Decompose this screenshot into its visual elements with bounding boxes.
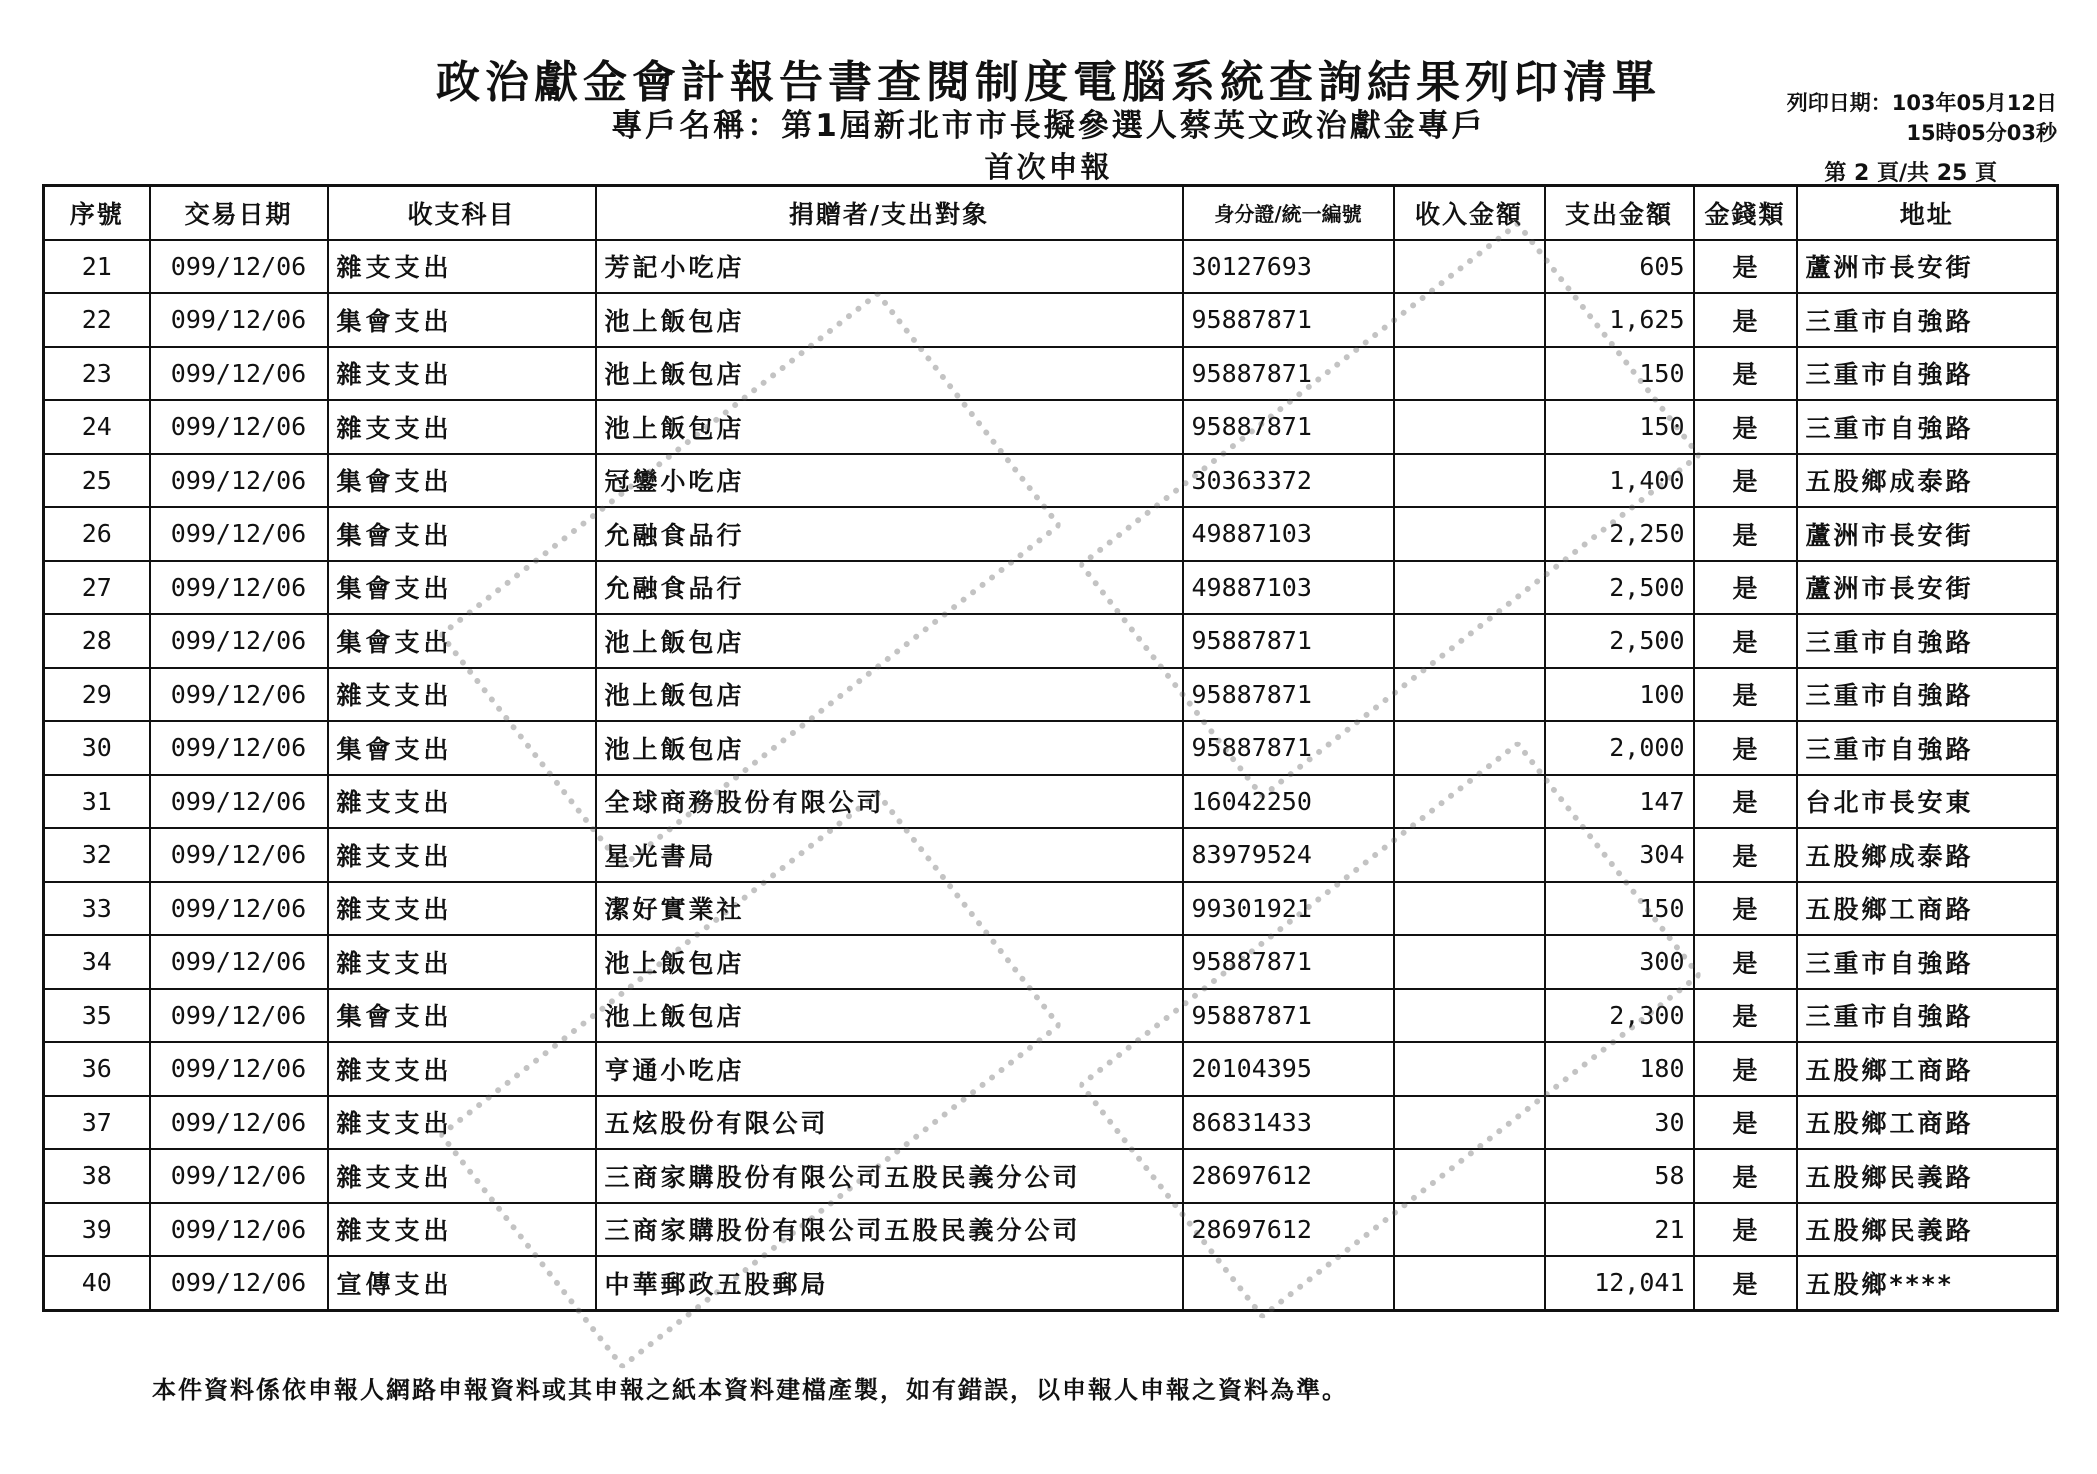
row-category: 集會支出 bbox=[328, 721, 596, 775]
row-category: 雜支支出 bbox=[328, 1203, 596, 1257]
table-row bbox=[44, 882, 2058, 936]
table-row bbox=[44, 1042, 2058, 1096]
row-expense: 2,000 bbox=[1545, 721, 1694, 775]
row-date: 099/12/06 bbox=[150, 561, 328, 615]
row-cash: 是 bbox=[1694, 989, 1797, 1043]
row-date: 099/12/06 bbox=[150, 293, 328, 347]
row-expense: 2,500 bbox=[1545, 614, 1694, 668]
row-id: 49887103 bbox=[1183, 561, 1394, 615]
table-row bbox=[44, 561, 2058, 615]
row-party: 亨通小吃店 bbox=[596, 1042, 1183, 1096]
row-address: 五股鄉工商路 bbox=[1797, 1096, 2058, 1150]
row-party: 池上飯包店 bbox=[596, 614, 1183, 668]
row-category: 雜支支出 bbox=[328, 347, 596, 401]
row-id: 30127693 bbox=[1183, 240, 1394, 294]
table-row bbox=[44, 1096, 2058, 1150]
row-income bbox=[1394, 935, 1545, 989]
disclaimer-note: 本件資料係依申報人網路申報資料或其申報之紙本資料建檔產製，如有錯誤，以申報人申報之資料為準。 bbox=[152, 1376, 1348, 1404]
row-address: 三重市自強路 bbox=[1797, 989, 2058, 1043]
row-party: 池上飯包店 bbox=[596, 989, 1183, 1043]
row-category: 集會支出 bbox=[328, 293, 596, 347]
table-row bbox=[44, 240, 2058, 294]
row-category: 集會支出 bbox=[328, 507, 596, 561]
row-address: 台北市長安東 bbox=[1797, 775, 2058, 829]
row-income bbox=[1394, 454, 1545, 508]
row-seq: 23 bbox=[44, 347, 150, 401]
column-header: 收入金額 bbox=[1394, 186, 1545, 240]
row-date: 099/12/06 bbox=[150, 935, 328, 989]
row-date: 099/12/06 bbox=[150, 828, 328, 882]
row-party: 五炫股份有限公司 bbox=[596, 1096, 1183, 1150]
table-row bbox=[44, 293, 2058, 347]
row-address: 三重市自強路 bbox=[1797, 400, 2058, 454]
row-income bbox=[1394, 882, 1545, 936]
row-cash: 是 bbox=[1694, 721, 1797, 775]
row-cash: 是 bbox=[1694, 614, 1797, 668]
row-id: 83979524 bbox=[1183, 828, 1394, 882]
row-cash: 是 bbox=[1694, 1256, 1797, 1310]
row-id: 95887871 bbox=[1183, 347, 1394, 401]
row-cash: 是 bbox=[1694, 561, 1797, 615]
row-expense: 304 bbox=[1545, 828, 1694, 882]
table-row bbox=[44, 507, 2058, 561]
row-seq: 22 bbox=[44, 293, 150, 347]
row-address: 三重市自強路 bbox=[1797, 614, 2058, 668]
row-address: 五股鄉成泰路 bbox=[1797, 828, 2058, 882]
row-party: 池上飯包店 bbox=[596, 400, 1183, 454]
row-party: 芳記小吃店 bbox=[596, 240, 1183, 294]
row-income bbox=[1394, 721, 1545, 775]
row-date: 099/12/06 bbox=[150, 1149, 328, 1203]
row-expense: 58 bbox=[1545, 1149, 1694, 1203]
table-row bbox=[44, 721, 2058, 775]
table-row bbox=[44, 828, 2058, 882]
row-category: 雜支支出 bbox=[328, 1096, 596, 1150]
table-row bbox=[44, 989, 2058, 1043]
row-expense: 1,625 bbox=[1545, 293, 1694, 347]
row-cash: 是 bbox=[1694, 882, 1797, 936]
row-income bbox=[1394, 400, 1545, 454]
row-seq: 28 bbox=[44, 614, 150, 668]
row-id: 95887871 bbox=[1183, 293, 1394, 347]
row-id: 28697612 bbox=[1183, 1149, 1394, 1203]
row-category: 雜支支出 bbox=[328, 240, 596, 294]
row-seq: 39 bbox=[44, 1203, 150, 1257]
row-id: 95887871 bbox=[1183, 721, 1394, 775]
row-id: 95887871 bbox=[1183, 989, 1394, 1043]
row-id: 49887103 bbox=[1183, 507, 1394, 561]
row-party: 三商家購股份有限公司五股民義分公司 bbox=[596, 1203, 1183, 1257]
row-id: 95887871 bbox=[1183, 668, 1394, 722]
row-address: 五股鄉民義路 bbox=[1797, 1203, 2058, 1257]
print-date-line: 列印日期：103年05月12日 bbox=[1786, 91, 2057, 115]
row-seq: 34 bbox=[44, 935, 150, 989]
row-category: 雜支支出 bbox=[328, 828, 596, 882]
table-row bbox=[44, 1256, 2058, 1310]
row-date: 099/12/06 bbox=[150, 1203, 328, 1257]
row-category: 集會支出 bbox=[328, 454, 596, 508]
row-id: 20104395 bbox=[1183, 1042, 1394, 1096]
row-address: 三重市自強路 bbox=[1797, 347, 2058, 401]
row-cash: 是 bbox=[1694, 507, 1797, 561]
column-header: 收支科目 bbox=[328, 186, 596, 240]
ledger-body bbox=[44, 240, 2058, 1311]
row-category: 雜支支出 bbox=[328, 1042, 596, 1096]
row-income bbox=[1394, 561, 1545, 615]
row-category: 雜支支出 bbox=[328, 1149, 596, 1203]
row-seq: 40 bbox=[44, 1256, 150, 1310]
row-income bbox=[1394, 668, 1545, 722]
row-expense: 30 bbox=[1545, 1096, 1694, 1150]
row-address: 三重市自強路 bbox=[1797, 721, 2058, 775]
row-address: 三重市自強路 bbox=[1797, 668, 2058, 722]
row-seq: 25 bbox=[44, 454, 150, 508]
table-row bbox=[44, 614, 2058, 668]
row-party: 池上飯包店 bbox=[596, 293, 1183, 347]
row-category: 集會支出 bbox=[328, 614, 596, 668]
row-party: 允融食品行 bbox=[596, 507, 1183, 561]
row-income bbox=[1394, 507, 1545, 561]
row-id: 28697612 bbox=[1183, 1203, 1394, 1257]
row-date: 099/12/06 bbox=[150, 1096, 328, 1150]
row-id: 30363372 bbox=[1183, 454, 1394, 508]
table-row bbox=[44, 1203, 2058, 1257]
row-cash: 是 bbox=[1694, 668, 1797, 722]
row-income bbox=[1394, 240, 1545, 294]
row-expense: 605 bbox=[1545, 240, 1694, 294]
row-date: 099/12/06 bbox=[150, 882, 328, 936]
row-cash: 是 bbox=[1694, 775, 1797, 829]
row-address: 蘆洲市長安街 bbox=[1797, 507, 2058, 561]
row-date: 099/12/06 bbox=[150, 1042, 328, 1096]
column-header: 交易日期 bbox=[150, 186, 328, 240]
row-expense: 1,400 bbox=[1545, 454, 1694, 508]
row-seq: 36 bbox=[44, 1042, 150, 1096]
account-name: 專戶名稱：第1屆新北市市長擬參選人蔡英文政治獻金專戶 bbox=[611, 108, 1486, 144]
column-header: 支出金額 bbox=[1545, 186, 1694, 240]
row-category: 集會支出 bbox=[328, 561, 596, 615]
row-seq: 27 bbox=[44, 561, 150, 615]
row-address: 蘆洲市長安街 bbox=[1797, 561, 2058, 615]
row-expense: 150 bbox=[1545, 347, 1694, 401]
row-party: 中華郵政五股郵局 bbox=[596, 1256, 1183, 1310]
row-income bbox=[1394, 1256, 1545, 1310]
row-category: 集會支出 bbox=[328, 989, 596, 1043]
column-header: 金錢類 bbox=[1694, 186, 1797, 240]
row-income bbox=[1394, 828, 1545, 882]
row-income bbox=[1394, 1042, 1545, 1096]
row-expense: 21 bbox=[1545, 1203, 1694, 1257]
row-seq: 26 bbox=[44, 507, 150, 561]
row-category: 雜支支出 bbox=[328, 668, 596, 722]
row-seq: 35 bbox=[44, 989, 150, 1043]
table-row bbox=[44, 935, 2058, 989]
print-time-line: 15時05分03秒 bbox=[1906, 121, 2057, 145]
table-row bbox=[44, 454, 2058, 508]
row-category: 雜支支出 bbox=[328, 882, 596, 936]
row-expense: 2,300 bbox=[1545, 989, 1694, 1043]
row-expense: 100 bbox=[1545, 668, 1694, 722]
row-seq: 30 bbox=[44, 721, 150, 775]
print-date bbox=[1787, 88, 2057, 148]
row-seq: 38 bbox=[44, 1149, 150, 1203]
report-title: 政治獻金會計報告書查閱制度電腦系統查詢結果列印清單 bbox=[436, 57, 1661, 108]
row-address: 五股鄉**** bbox=[1797, 1256, 2058, 1310]
row-seq: 37 bbox=[44, 1096, 150, 1150]
row-date: 099/12/06 bbox=[150, 240, 328, 294]
row-income bbox=[1394, 1203, 1545, 1257]
row-id: 16042250 bbox=[1183, 775, 1394, 829]
row-cash: 是 bbox=[1694, 1203, 1797, 1257]
ledger-table bbox=[42, 184, 2059, 1312]
row-expense: 300 bbox=[1545, 935, 1694, 989]
row-party: 池上飯包店 bbox=[596, 935, 1183, 989]
row-income bbox=[1394, 614, 1545, 668]
row-cash: 是 bbox=[1694, 293, 1797, 347]
row-seq: 24 bbox=[44, 400, 150, 454]
row-cash: 是 bbox=[1694, 240, 1797, 294]
row-category: 宣傳支出 bbox=[328, 1256, 596, 1310]
row-date: 099/12/06 bbox=[150, 507, 328, 561]
row-date: 099/12/06 bbox=[150, 668, 328, 722]
row-expense: 2,500 bbox=[1545, 561, 1694, 615]
row-address: 五股鄉民義路 bbox=[1797, 1149, 2058, 1203]
table-row bbox=[44, 668, 2058, 722]
row-party: 允融食品行 bbox=[596, 561, 1183, 615]
row-date: 099/12/06 bbox=[150, 347, 328, 401]
row-id: 99301921 bbox=[1183, 882, 1394, 936]
row-category: 雜支支出 bbox=[328, 400, 596, 454]
row-date: 099/12/06 bbox=[150, 721, 328, 775]
table-row bbox=[44, 347, 2058, 401]
row-seq: 32 bbox=[44, 828, 150, 882]
row-address: 五股鄉工商路 bbox=[1797, 1042, 2058, 1096]
column-header: 序號 bbox=[44, 186, 150, 240]
row-party: 三商家購股份有限公司五股民義分公司 bbox=[596, 1149, 1183, 1203]
row-income bbox=[1394, 347, 1545, 401]
row-party: 池上飯包店 bbox=[596, 347, 1183, 401]
row-date: 099/12/06 bbox=[150, 1256, 328, 1310]
row-party: 池上飯包店 bbox=[596, 668, 1183, 722]
row-address: 三重市自強路 bbox=[1797, 293, 2058, 347]
row-cash: 是 bbox=[1694, 1042, 1797, 1096]
row-date: 099/12/06 bbox=[150, 989, 328, 1043]
row-income bbox=[1394, 293, 1545, 347]
row-income bbox=[1394, 1149, 1545, 1203]
row-cash: 是 bbox=[1694, 1096, 1797, 1150]
row-date: 099/12/06 bbox=[150, 775, 328, 829]
table-row bbox=[44, 1149, 2058, 1203]
row-cash: 是 bbox=[1694, 347, 1797, 401]
row-party: 潔好實業社 bbox=[596, 882, 1183, 936]
page-info: 第 2 頁/共 25 頁 bbox=[1824, 161, 1997, 186]
row-date: 099/12/06 bbox=[150, 400, 328, 454]
row-expense: 2,250 bbox=[1545, 507, 1694, 561]
row-category: 雜支支出 bbox=[328, 775, 596, 829]
row-id: 95887871 bbox=[1183, 614, 1394, 668]
row-expense: 150 bbox=[1545, 400, 1694, 454]
row-id: 95887871 bbox=[1183, 935, 1394, 989]
row-date: 099/12/06 bbox=[150, 454, 328, 508]
row-address: 五股鄉工商路 bbox=[1797, 882, 2058, 936]
row-cash: 是 bbox=[1694, 828, 1797, 882]
row-expense: 147 bbox=[1545, 775, 1694, 829]
row-address: 五股鄉成泰路 bbox=[1797, 454, 2058, 508]
row-income bbox=[1394, 989, 1545, 1043]
row-date: 099/12/06 bbox=[150, 614, 328, 668]
row-id: 95887871 bbox=[1183, 400, 1394, 454]
row-address: 三重市自強路 bbox=[1797, 935, 2058, 989]
header-row bbox=[44, 186, 2058, 240]
row-cash: 是 bbox=[1694, 1149, 1797, 1203]
row-id bbox=[1183, 1256, 1394, 1310]
row-cash: 是 bbox=[1694, 454, 1797, 508]
table-row bbox=[44, 775, 2058, 829]
row-party: 池上飯包店 bbox=[596, 721, 1183, 775]
row-party: 冠鑾小吃店 bbox=[596, 454, 1183, 508]
row-party: 星光書局 bbox=[596, 828, 1183, 882]
row-seq: 21 bbox=[44, 240, 150, 294]
row-income bbox=[1394, 1096, 1545, 1150]
row-category: 雜支支出 bbox=[328, 935, 596, 989]
row-cash: 是 bbox=[1694, 935, 1797, 989]
row-address: 蘆洲市長安街 bbox=[1797, 240, 2058, 294]
row-income bbox=[1394, 775, 1545, 829]
column-header: 身分證/統一編號 bbox=[1183, 186, 1394, 240]
row-expense: 180 bbox=[1545, 1042, 1694, 1096]
row-seq: 29 bbox=[44, 668, 150, 722]
column-header: 捐贈者/支出對象 bbox=[596, 186, 1183, 240]
row-seq: 31 bbox=[44, 775, 150, 829]
row-party: 全球商務股份有限公司 bbox=[596, 775, 1183, 829]
table-row bbox=[44, 400, 2058, 454]
column-header: 地址 bbox=[1797, 186, 2058, 240]
row-expense: 12,041 bbox=[1545, 1256, 1694, 1310]
row-seq: 33 bbox=[44, 882, 150, 936]
row-cash: 是 bbox=[1694, 400, 1797, 454]
row-id: 86831433 bbox=[1183, 1096, 1394, 1150]
report-type: 首次申報 bbox=[984, 150, 1113, 184]
row-expense: 150 bbox=[1545, 882, 1694, 936]
